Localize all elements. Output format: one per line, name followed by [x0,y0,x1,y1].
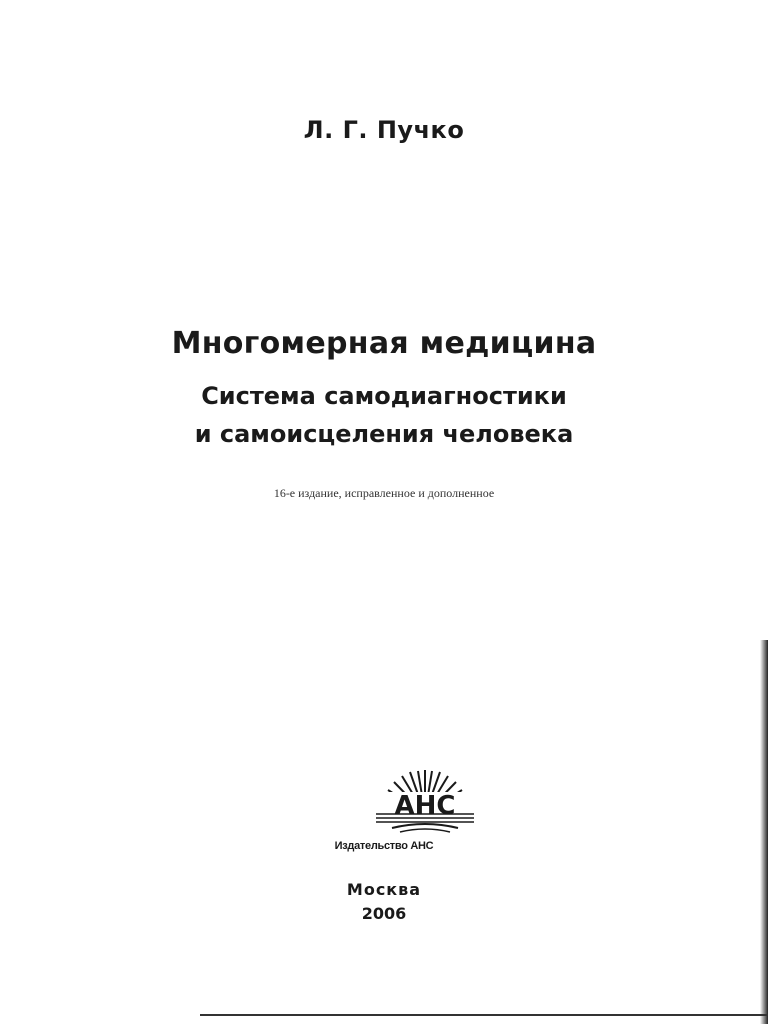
book-subtitle-line-2: и самоисцеления человека [194,420,574,448]
book-title: Многомерная медицина [171,326,597,361]
scan-edge-bottom [200,1014,768,1016]
publication-city: Москва [346,880,422,899]
publication-year: 2006 [361,904,407,923]
publisher-name: Издательство АНС [334,840,434,852]
logo-letters: АНС [394,791,456,821]
publisher-logo-icon [372,770,478,840]
edition-note: 16-е издание, исправленное и дополненное [273,486,495,500]
author-name: Л. Г. Пучко [303,116,465,144]
book-subtitle-line-1: Система самодиагностики [201,382,567,410]
scan-edge-right [760,640,768,1024]
